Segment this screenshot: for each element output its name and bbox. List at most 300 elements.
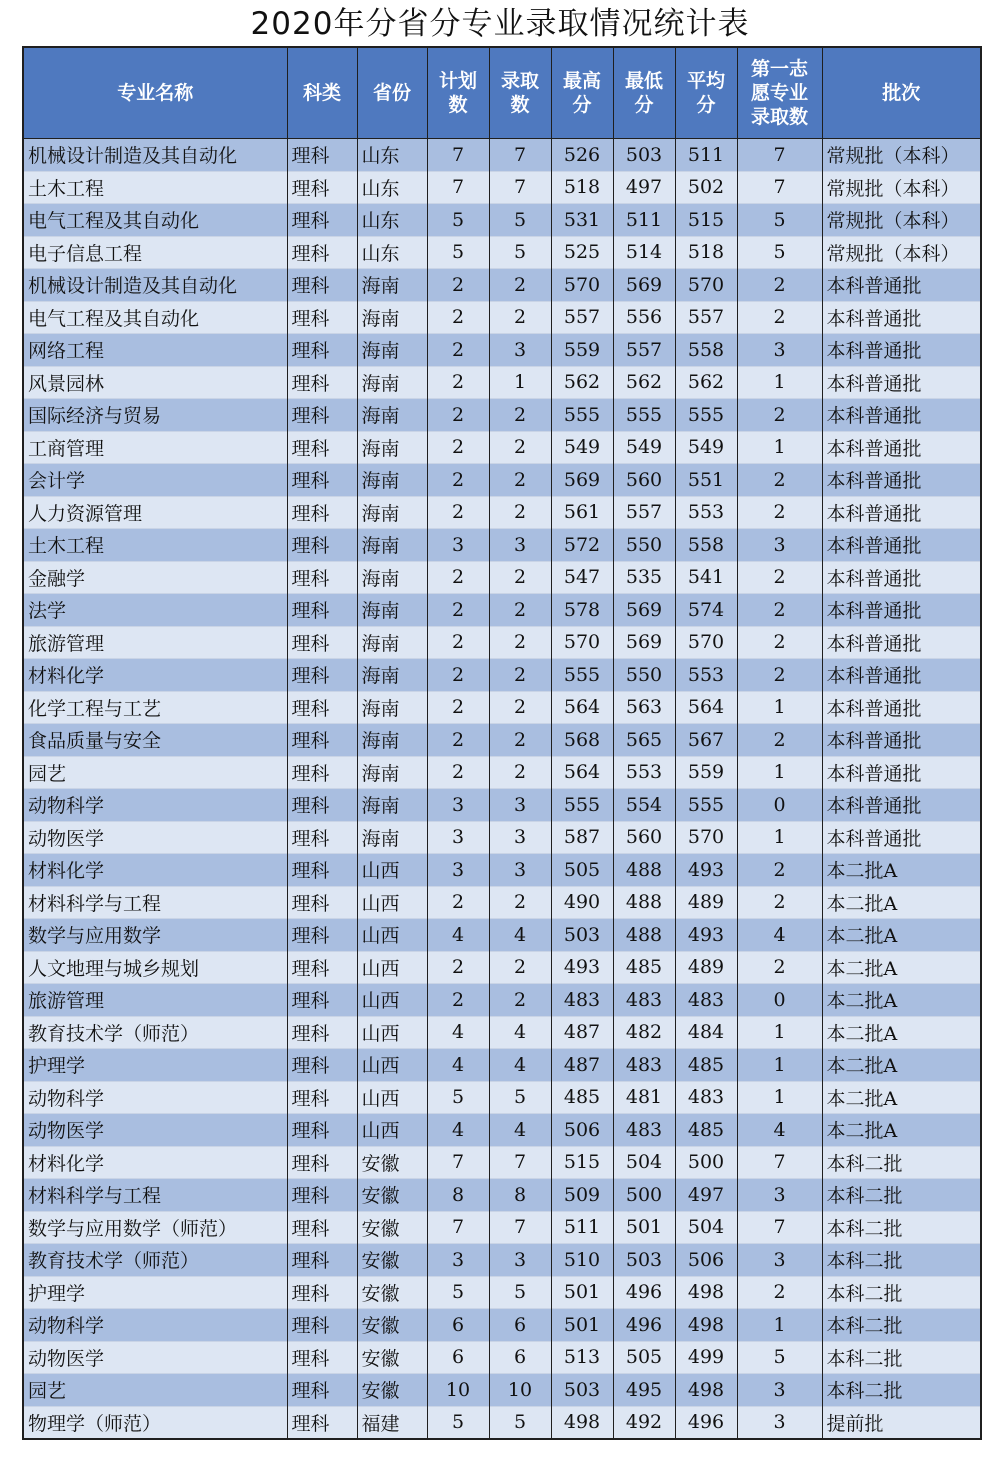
cell-batch: 本科二批 bbox=[822, 1211, 981, 1244]
cell-first-choice: 2 bbox=[737, 886, 822, 919]
cell-batch: 本科二批 bbox=[822, 1309, 981, 1342]
cell-province: 安徽 bbox=[357, 1244, 427, 1277]
cell-avg: 570 bbox=[675, 626, 737, 659]
cell-subject: 理科 bbox=[287, 1374, 357, 1407]
cell-province: 海南 bbox=[357, 561, 427, 594]
cell-subject: 理科 bbox=[287, 1276, 357, 1309]
cell-province: 海南 bbox=[357, 691, 427, 724]
cell-subject: 理科 bbox=[287, 821, 357, 854]
cell-plan: 6 bbox=[427, 1341, 489, 1374]
cell-min: 496 bbox=[613, 1309, 675, 1342]
cell-major: 材料化学 bbox=[23, 1146, 287, 1179]
cell-min: 504 bbox=[613, 1146, 675, 1179]
cell-plan: 2 bbox=[427, 496, 489, 529]
cell-max: 525 bbox=[551, 236, 613, 269]
cell-min: 497 bbox=[613, 171, 675, 204]
cell-major: 动物科学 bbox=[23, 1081, 287, 1114]
cell-admitted: 5 bbox=[489, 1081, 551, 1114]
cell-admitted: 1 bbox=[489, 366, 551, 399]
cell-avg: 558 bbox=[675, 334, 737, 367]
cell-first-choice: 2 bbox=[737, 399, 822, 432]
admission-table bbox=[22, 46, 982, 1440]
cell-batch: 本二批A bbox=[822, 1049, 981, 1082]
cell-plan: 7 bbox=[427, 139, 489, 172]
cell-max: 526 bbox=[551, 139, 613, 172]
cell-plan: 2 bbox=[427, 724, 489, 757]
table-header-row bbox=[23, 47, 981, 139]
cell-province: 山西 bbox=[357, 1081, 427, 1114]
cell-batch: 本科二批 bbox=[822, 1276, 981, 1309]
cell-admitted: 2 bbox=[489, 691, 551, 724]
cell-subject: 理科 bbox=[287, 724, 357, 757]
cell-min: 560 bbox=[613, 464, 675, 497]
cell-province: 海南 bbox=[357, 594, 427, 627]
cell-batch: 本科二批 bbox=[822, 1179, 981, 1212]
cell-batch: 本科普通批 bbox=[822, 431, 981, 464]
cell-min: 569 bbox=[613, 626, 675, 659]
cell-batch: 本二批A bbox=[822, 1114, 981, 1147]
cell-admitted: 7 bbox=[489, 1211, 551, 1244]
table-row bbox=[23, 561, 981, 594]
cell-province: 山西 bbox=[357, 1049, 427, 1082]
cell-first-choice: 7 bbox=[737, 1146, 822, 1179]
cell-plan: 7 bbox=[427, 1146, 489, 1179]
cell-major: 数学与应用数学（师范） bbox=[23, 1211, 287, 1244]
cell-subject: 理科 bbox=[287, 334, 357, 367]
cell-batch: 本科普通批 bbox=[822, 399, 981, 432]
cell-subject: 理科 bbox=[287, 1016, 357, 1049]
cell-first-choice: 1 bbox=[737, 1049, 822, 1082]
cell-province: 福建 bbox=[357, 1406, 427, 1439]
cell-province: 海南 bbox=[357, 366, 427, 399]
cell-subject: 理科 bbox=[287, 789, 357, 822]
cell-province: 安徽 bbox=[357, 1211, 427, 1244]
cell-avg: 555 bbox=[675, 399, 737, 432]
cell-batch: 常规批（本科） bbox=[822, 236, 981, 269]
cell-province: 山西 bbox=[357, 951, 427, 984]
cell-plan: 2 bbox=[427, 366, 489, 399]
cell-major: 机械设计制造及其自动化 bbox=[23, 269, 287, 302]
cell-min: 549 bbox=[613, 431, 675, 464]
cell-first-choice: 2 bbox=[737, 464, 822, 497]
cell-batch: 本科普通批 bbox=[822, 821, 981, 854]
table-row bbox=[23, 1049, 981, 1082]
cell-province: 海南 bbox=[357, 496, 427, 529]
cell-major: 材料化学 bbox=[23, 854, 287, 887]
cell-max: 568 bbox=[551, 724, 613, 757]
cell-admitted: 3 bbox=[489, 789, 551, 822]
cell-major: 法学 bbox=[23, 594, 287, 627]
cell-first-choice: 2 bbox=[737, 1276, 822, 1309]
table-row bbox=[23, 886, 981, 919]
cell-province: 安徽 bbox=[357, 1309, 427, 1342]
cell-major: 材料科学与工程 bbox=[23, 1179, 287, 1212]
cell-max: 493 bbox=[551, 951, 613, 984]
cell-avg: 553 bbox=[675, 496, 737, 529]
cell-batch: 本科二批 bbox=[822, 1341, 981, 1374]
table-row bbox=[23, 1081, 981, 1114]
cell-plan: 5 bbox=[427, 1081, 489, 1114]
cell-min: 483 bbox=[613, 1049, 675, 1082]
cell-avg: 485 bbox=[675, 1114, 737, 1147]
table-row bbox=[23, 951, 981, 984]
cell-batch: 常规批（本科） bbox=[822, 204, 981, 237]
cell-max: 578 bbox=[551, 594, 613, 627]
cell-avg: 518 bbox=[675, 236, 737, 269]
cell-major: 园艺 bbox=[23, 1374, 287, 1407]
cell-avg: 567 bbox=[675, 724, 737, 757]
cell-plan: 8 bbox=[427, 1179, 489, 1212]
cell-avg: 489 bbox=[675, 886, 737, 919]
cell-avg: 549 bbox=[675, 431, 737, 464]
header-major: 专业名称 bbox=[23, 47, 287, 139]
cell-min: 488 bbox=[613, 886, 675, 919]
page-title: 2020年分省分专业录取情况统计表 bbox=[250, 6, 750, 42]
cell-major: 园艺 bbox=[23, 756, 287, 789]
table-row bbox=[23, 334, 981, 367]
cell-major: 土木工程 bbox=[23, 171, 287, 204]
cell-min: 503 bbox=[613, 1244, 675, 1277]
cell-plan: 4 bbox=[427, 1114, 489, 1147]
cell-admitted: 3 bbox=[489, 529, 551, 562]
cell-max: 564 bbox=[551, 756, 613, 789]
cell-major: 金融学 bbox=[23, 561, 287, 594]
cell-batch: 本二批A bbox=[822, 854, 981, 887]
cell-avg: 515 bbox=[675, 204, 737, 237]
cell-avg: 557 bbox=[675, 301, 737, 334]
cell-max: 509 bbox=[551, 1179, 613, 1212]
cell-avg: 559 bbox=[675, 756, 737, 789]
cell-admitted: 2 bbox=[489, 431, 551, 464]
header-subject: 科类 bbox=[287, 47, 357, 139]
cell-first-choice: 1 bbox=[737, 756, 822, 789]
cell-admitted: 5 bbox=[489, 204, 551, 237]
cell-admitted: 2 bbox=[489, 561, 551, 594]
cell-subject: 理科 bbox=[287, 464, 357, 497]
cell-admitted: 7 bbox=[489, 1146, 551, 1179]
cell-first-choice: 2 bbox=[737, 301, 822, 334]
cell-plan: 2 bbox=[427, 464, 489, 497]
table-row bbox=[23, 919, 981, 952]
cell-subject: 理科 bbox=[287, 269, 357, 302]
cell-min: 485 bbox=[613, 951, 675, 984]
cell-min: 492 bbox=[613, 1406, 675, 1439]
cell-first-choice: 0 bbox=[737, 984, 822, 1017]
cell-first-choice: 2 bbox=[737, 951, 822, 984]
cell-max: 501 bbox=[551, 1276, 613, 1309]
cell-batch: 本二批A bbox=[822, 1081, 981, 1114]
cell-avg: 574 bbox=[675, 594, 737, 627]
cell-province: 海南 bbox=[357, 301, 427, 334]
cell-plan: 6 bbox=[427, 1309, 489, 1342]
cell-admitted: 2 bbox=[489, 301, 551, 334]
cell-subject: 理科 bbox=[287, 236, 357, 269]
cell-avg: 484 bbox=[675, 1016, 737, 1049]
cell-max: 501 bbox=[551, 1309, 613, 1342]
table-row bbox=[23, 1244, 981, 1277]
cell-avg: 555 bbox=[675, 789, 737, 822]
cell-first-choice: 3 bbox=[737, 1244, 822, 1277]
cell-province: 海南 bbox=[357, 269, 427, 302]
cell-first-choice: 2 bbox=[737, 561, 822, 594]
table-row bbox=[23, 1146, 981, 1179]
cell-subject: 理科 bbox=[287, 529, 357, 562]
cell-major: 旅游管理 bbox=[23, 626, 287, 659]
table-body bbox=[23, 139, 981, 1440]
cell-subject: 理科 bbox=[287, 1244, 357, 1277]
cell-max: 506 bbox=[551, 1114, 613, 1147]
cell-first-choice: 2 bbox=[737, 626, 822, 659]
cell-avg: 551 bbox=[675, 464, 737, 497]
table-row bbox=[23, 496, 981, 529]
cell-subject: 理科 bbox=[287, 139, 357, 172]
cell-major: 物理学（师范） bbox=[23, 1406, 287, 1439]
cell-province: 海南 bbox=[357, 464, 427, 497]
cell-admitted: 10 bbox=[489, 1374, 551, 1407]
cell-max: 483 bbox=[551, 984, 613, 1017]
cell-min: 569 bbox=[613, 269, 675, 302]
cell-avg: 493 bbox=[675, 919, 737, 952]
cell-province: 安徽 bbox=[357, 1146, 427, 1179]
cell-plan: 2 bbox=[427, 301, 489, 334]
cell-first-choice: 2 bbox=[737, 659, 822, 692]
cell-plan: 5 bbox=[427, 236, 489, 269]
cell-max: 570 bbox=[551, 626, 613, 659]
cell-min: 557 bbox=[613, 334, 675, 367]
cell-max: 503 bbox=[551, 919, 613, 952]
cell-avg: 502 bbox=[675, 171, 737, 204]
cell-plan: 3 bbox=[427, 529, 489, 562]
cell-batch: 本科普通批 bbox=[822, 724, 981, 757]
cell-batch: 本二批A bbox=[822, 1016, 981, 1049]
cell-batch: 本科普通批 bbox=[822, 659, 981, 692]
cell-major: 土木工程 bbox=[23, 529, 287, 562]
cell-max: 557 bbox=[551, 301, 613, 334]
cell-max: 547 bbox=[551, 561, 613, 594]
cell-min: 511 bbox=[613, 204, 675, 237]
cell-admitted: 4 bbox=[489, 1049, 551, 1082]
cell-plan: 2 bbox=[427, 334, 489, 367]
cell-province: 海南 bbox=[357, 821, 427, 854]
cell-avg: 498 bbox=[675, 1309, 737, 1342]
table-row bbox=[23, 821, 981, 854]
cell-province: 海南 bbox=[357, 659, 427, 692]
cell-first-choice: 7 bbox=[737, 171, 822, 204]
cell-batch: 常规批（本科） bbox=[822, 171, 981, 204]
cell-first-choice: 1 bbox=[737, 431, 822, 464]
cell-plan: 5 bbox=[427, 204, 489, 237]
cell-batch: 本科二批 bbox=[822, 1374, 981, 1407]
cell-province: 山东 bbox=[357, 236, 427, 269]
cell-min: 565 bbox=[613, 724, 675, 757]
cell-min: 483 bbox=[613, 1114, 675, 1147]
cell-max: 513 bbox=[551, 1341, 613, 1374]
cell-max: 487 bbox=[551, 1049, 613, 1082]
cell-max: 503 bbox=[551, 1374, 613, 1407]
cell-major: 数学与应用数学 bbox=[23, 919, 287, 952]
cell-admitted: 2 bbox=[489, 659, 551, 692]
cell-major: 护理学 bbox=[23, 1276, 287, 1309]
cell-subject: 理科 bbox=[287, 204, 357, 237]
cell-first-choice: 5 bbox=[737, 236, 822, 269]
table-row bbox=[23, 1406, 981, 1439]
cell-batch: 本科普通批 bbox=[822, 366, 981, 399]
cell-admitted: 6 bbox=[489, 1309, 551, 1342]
cell-batch: 本二批A bbox=[822, 919, 981, 952]
cell-max: 531 bbox=[551, 204, 613, 237]
cell-subject: 理科 bbox=[287, 1341, 357, 1374]
cell-min: 553 bbox=[613, 756, 675, 789]
cell-major: 动物科学 bbox=[23, 1309, 287, 1342]
cell-province: 海南 bbox=[357, 431, 427, 464]
cell-max: 510 bbox=[551, 1244, 613, 1277]
cell-first-choice: 2 bbox=[737, 854, 822, 887]
cell-subject: 理科 bbox=[287, 691, 357, 724]
cell-admitted: 3 bbox=[489, 334, 551, 367]
cell-subject: 理科 bbox=[287, 1309, 357, 1342]
cell-major: 材料化学 bbox=[23, 659, 287, 692]
cell-batch: 本科普通批 bbox=[822, 756, 981, 789]
cell-plan: 2 bbox=[427, 756, 489, 789]
cell-plan: 3 bbox=[427, 821, 489, 854]
cell-admitted: 2 bbox=[489, 724, 551, 757]
cell-admitted: 5 bbox=[489, 236, 551, 269]
cell-min: 514 bbox=[613, 236, 675, 269]
cell-plan: 2 bbox=[427, 886, 489, 919]
cell-plan: 2 bbox=[427, 659, 489, 692]
cell-avg: 498 bbox=[675, 1276, 737, 1309]
cell-max: 569 bbox=[551, 464, 613, 497]
cell-min: 488 bbox=[613, 919, 675, 952]
table-row bbox=[23, 594, 981, 627]
table-row bbox=[23, 171, 981, 204]
cell-subject: 理科 bbox=[287, 1406, 357, 1439]
cell-major: 教育技术学（师范） bbox=[23, 1244, 287, 1277]
cell-province: 海南 bbox=[357, 399, 427, 432]
cell-batch: 本科普通批 bbox=[822, 691, 981, 724]
cell-max: 487 bbox=[551, 1016, 613, 1049]
table-row bbox=[23, 139, 981, 172]
cell-plan: 4 bbox=[427, 1016, 489, 1049]
cell-first-choice: 2 bbox=[737, 724, 822, 757]
cell-plan: 2 bbox=[427, 626, 489, 659]
cell-admitted: 8 bbox=[489, 1179, 551, 1212]
cell-subject: 理科 bbox=[287, 659, 357, 692]
header-plan: 计划 数 bbox=[427, 47, 489, 139]
cell-plan: 3 bbox=[427, 1244, 489, 1277]
cell-max: 555 bbox=[551, 789, 613, 822]
cell-first-choice: 5 bbox=[737, 204, 822, 237]
cell-plan: 7 bbox=[427, 1211, 489, 1244]
cell-major: 电气工程及其自动化 bbox=[23, 301, 287, 334]
cell-admitted: 2 bbox=[489, 464, 551, 497]
cell-batch: 提前批 bbox=[822, 1406, 981, 1439]
cell-admitted: 6 bbox=[489, 1341, 551, 1374]
cell-major: 化学工程与工艺 bbox=[23, 691, 287, 724]
cell-subject: 理科 bbox=[287, 626, 357, 659]
table-row bbox=[23, 626, 981, 659]
cell-batch: 本科普通批 bbox=[822, 789, 981, 822]
cell-min: 501 bbox=[613, 1211, 675, 1244]
cell-batch: 本科普通批 bbox=[822, 626, 981, 659]
cell-admitted: 4 bbox=[489, 919, 551, 952]
cell-first-choice: 4 bbox=[737, 919, 822, 952]
cell-subject: 理科 bbox=[287, 756, 357, 789]
cell-plan: 4 bbox=[427, 919, 489, 952]
cell-admitted: 2 bbox=[489, 951, 551, 984]
header-batch: 批次 bbox=[822, 47, 981, 139]
cell-min: 496 bbox=[613, 1276, 675, 1309]
cell-min: 483 bbox=[613, 984, 675, 1017]
cell-plan: 2 bbox=[427, 691, 489, 724]
cell-min: 505 bbox=[613, 1341, 675, 1374]
cell-max: 564 bbox=[551, 691, 613, 724]
cell-subject: 理科 bbox=[287, 1081, 357, 1114]
header-admitted: 录取 数 bbox=[489, 47, 551, 139]
cell-avg: 489 bbox=[675, 951, 737, 984]
cell-major: 国际经济与贸易 bbox=[23, 399, 287, 432]
cell-major: 动物科学 bbox=[23, 789, 287, 822]
cell-avg: 570 bbox=[675, 269, 737, 302]
cell-plan: 4 bbox=[427, 1049, 489, 1082]
cell-plan: 10 bbox=[427, 1374, 489, 1407]
cell-admitted: 2 bbox=[489, 756, 551, 789]
cell-major: 材料科学与工程 bbox=[23, 886, 287, 919]
table-row bbox=[23, 1211, 981, 1244]
cell-subject: 理科 bbox=[287, 1146, 357, 1179]
cell-min: 555 bbox=[613, 399, 675, 432]
header-province: 省份 bbox=[357, 47, 427, 139]
cell-plan: 2 bbox=[427, 269, 489, 302]
cell-max: 562 bbox=[551, 366, 613, 399]
cell-plan: 2 bbox=[427, 951, 489, 984]
table-row bbox=[23, 756, 981, 789]
header-first-choice: 第一志 愿专业 录取数 bbox=[737, 47, 822, 139]
cell-subject: 理科 bbox=[287, 496, 357, 529]
cell-batch: 本科普通批 bbox=[822, 334, 981, 367]
table-row bbox=[23, 1341, 981, 1374]
cell-plan: 3 bbox=[427, 789, 489, 822]
cell-province: 山东 bbox=[357, 171, 427, 204]
cell-batch: 本二批A bbox=[822, 984, 981, 1017]
cell-first-choice: 1 bbox=[737, 1081, 822, 1114]
cell-subject: 理科 bbox=[287, 171, 357, 204]
cell-subject: 理科 bbox=[287, 1179, 357, 1212]
cell-batch: 本二批A bbox=[822, 886, 981, 919]
cell-province: 山西 bbox=[357, 854, 427, 887]
cell-major: 电子信息工程 bbox=[23, 236, 287, 269]
cell-max: 587 bbox=[551, 821, 613, 854]
cell-major: 护理学 bbox=[23, 1049, 287, 1082]
cell-avg: 500 bbox=[675, 1146, 737, 1179]
cell-admitted: 2 bbox=[489, 886, 551, 919]
cell-subject: 理科 bbox=[287, 1114, 357, 1147]
cell-max: 570 bbox=[551, 269, 613, 302]
cell-batch: 本科普通批 bbox=[822, 529, 981, 562]
cell-province: 海南 bbox=[357, 626, 427, 659]
cell-avg: 483 bbox=[675, 984, 737, 1017]
cell-first-choice: 1 bbox=[737, 821, 822, 854]
table-row bbox=[23, 1179, 981, 1212]
table-row bbox=[23, 659, 981, 692]
cell-avg: 498 bbox=[675, 1374, 737, 1407]
cell-subject: 理科 bbox=[287, 854, 357, 887]
cell-subject: 理科 bbox=[287, 984, 357, 1017]
cell-min: 569 bbox=[613, 594, 675, 627]
cell-min: 556 bbox=[613, 301, 675, 334]
cell-admitted: 2 bbox=[489, 269, 551, 302]
table-row bbox=[23, 399, 981, 432]
